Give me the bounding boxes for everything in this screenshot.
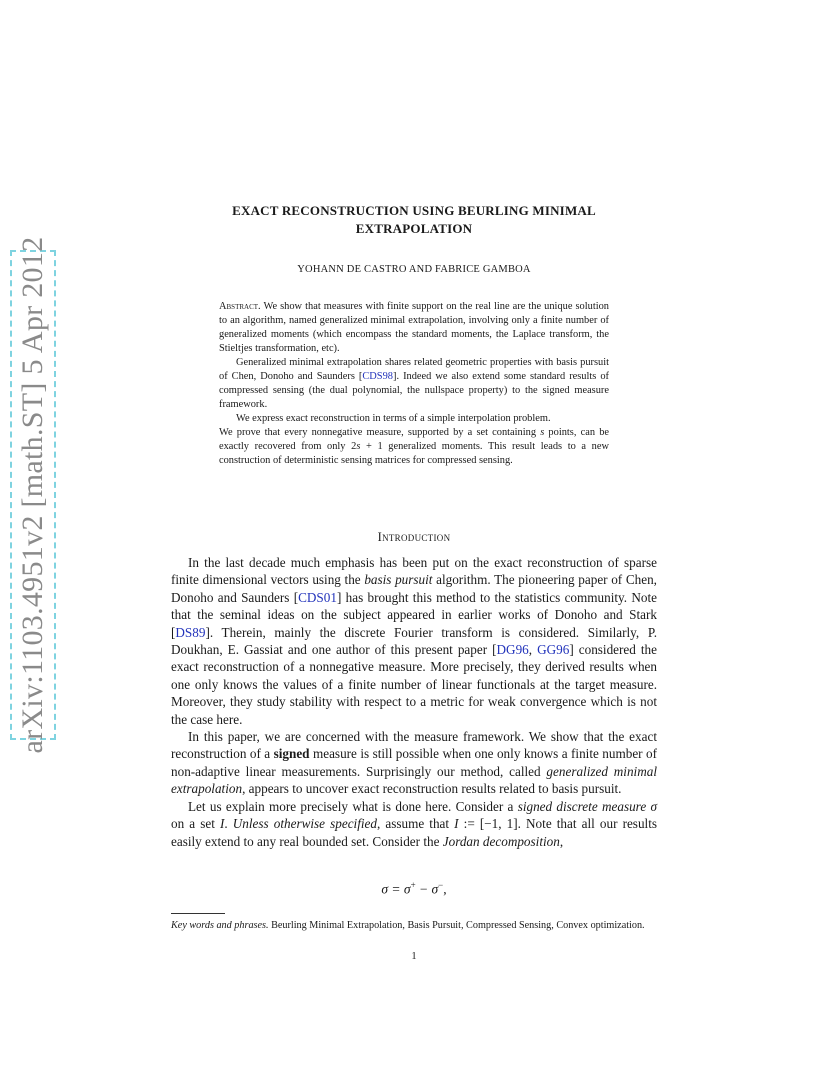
page-number: 1 (411, 951, 417, 962)
body-paragraph-2: In this paper, we are concerned with the measure framework. We show that the exact reconstruction of a signed measure is still possible when one only knows a finite number of non-adaptive linear measurements. Surprisingly our method, called generalized minimal extrapolation, appears to uncover exact reconstruction results related to basis pursuit. (171, 729, 658, 797)
footnote-label: Key words and phrases. (171, 920, 269, 931)
paper-title (170, 202, 658, 238)
citation-link[interactable]: CDS01 (298, 589, 337, 605)
body-paragraph-1: In the last decade much emphasis has been put on the exact reconstruction of sparse finite dimensional vectors using the basis pursuit algorithm. The pioneering paper of Chen, Donoho and Saunders [CDS01] has brought this method to the statistics community. Note that the seminal ideas on the subject appeared in earlier works of Donoho and Stark [DS89]. Therein, mainly the discrete Fourier transform is considered. Similarly, P. Doukhan, E. Gassiat and one author of this present paper [DG96, GG96] considered the exact reconstruction of a nonnegative measure. More precisely, they derived results when one only knows the values of a finite number of linear functionals at the target measure. Moreover, they study stability with respect to a metric for weak convergence which is not the case here. (171, 555, 657, 727)
title-line-1: EXACT RECONSTRUCTION USING BEURLING MINIMAL (232, 203, 596, 218)
citation-link[interactable]: DG96 (496, 642, 529, 658)
citation-link[interactable]: DS89 (175, 624, 206, 640)
body-text (171, 554, 657, 850)
arxiv-identifier: arXiv:1103.4951v2 [math.ST] 5 Apr 2012 (16, 236, 49, 754)
title-line-2: EXTRAPOLATION (355, 221, 473, 236)
citation-link[interactable]: CDS98 (362, 371, 393, 382)
body-paragraph-3: Let us explain more precisely what is done here. Consider a signed discrete measure σ on a set I. Unless otherwise specified, assume that I := [−1, 1]. Note that all our results easily extend to any real bounded set. Consider the Jordan decomposition, (171, 798, 657, 849)
footnote: Key words and phrases. Beurling Minimal Extrapolation, Basis Pursuit, Compressed Sensing, Convex optimization. (171, 920, 645, 931)
jordan-decomposition-equation: σ = σ+ − σ−, (381, 880, 447, 897)
footnote-divider (171, 913, 225, 914)
abstract-paragraph-2: Generalized minimal extrapolation shares related geometric properties with basis pursuit of Chen, Donoho and Saunders [CDS98]. Indeed we also extend some standard results of compressed sensing (the dual polynomial, the nullspace property) to the signed measure framework. (219, 357, 610, 410)
abstract (219, 300, 609, 468)
abstract-paragraph-4: We prove that every nonnegative measure, supported by a set containing s points, can be exactly recovered from only 2s + 1 generalized moments. This result leads to a new construction of deterministic sensing matrices for compressed sensing. (219, 427, 609, 466)
abstract-paragraph-1: Abstract. We show that measures with finite support on the real line are the unique solution to an algorithm, named generalized minimal extrapolation, involving only a finite number of generalized moments (which encompass the standard moments, the Laplace transform, the Stieltjes transformation, etc). (219, 301, 609, 354)
authors: YOHANN DE CASTRO AND FABRICE GAMBOA (297, 264, 531, 275)
section-heading: Introduction (377, 530, 451, 544)
citation-link[interactable]: GG96 (537, 642, 570, 658)
abstract-label: Abstract. (219, 301, 261, 312)
arxiv-stamp (10, 236, 56, 754)
abstract-paragraph-3: We express exact reconstruction in terms of a simple interpolation problem. (236, 413, 551, 424)
